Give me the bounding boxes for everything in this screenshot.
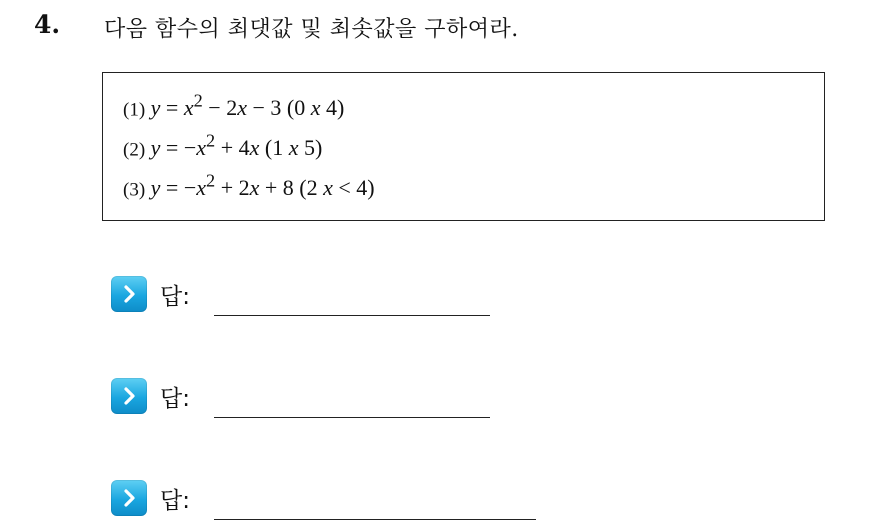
chevron-right-icon	[111, 480, 147, 516]
problem-box	[102, 72, 825, 221]
eq-part: − 2	[202, 95, 238, 121]
eq-part: − 3 (0	[246, 95, 311, 121]
eq-part: x	[249, 175, 260, 201]
item-label: (2)	[123, 139, 146, 161]
eq-part: 2	[193, 91, 203, 111]
answer-label: 답:	[160, 488, 190, 514]
eq-part: x	[196, 175, 207, 201]
problem-item-1	[123, 91, 344, 121]
problem-item-3	[123, 171, 375, 201]
eq-part: x	[288, 135, 299, 161]
eq-part: 4)	[320, 95, 345, 121]
eq-part: y	[150, 175, 161, 201]
chevron-right-icon	[111, 276, 147, 312]
answer-label: 답:	[160, 284, 190, 310]
eq-part: x	[183, 95, 194, 121]
eq-part: x	[249, 135, 260, 161]
eq-part: + 4	[215, 135, 250, 161]
eq-part: x	[323, 175, 333, 201]
answer-label: 답:	[160, 386, 190, 412]
eq-part: (1	[259, 135, 289, 161]
problem-item-2	[123, 131, 322, 161]
item-label: (1)	[123, 99, 146, 121]
eq-part: x	[237, 95, 247, 121]
eq-part: = −	[160, 175, 197, 201]
eq-part: 5)	[298, 135, 323, 161]
eq-part: x	[196, 135, 207, 161]
eq-part: y	[150, 95, 161, 121]
eq-part: x	[310, 95, 321, 121]
item-label: (3)	[123, 179, 146, 201]
chevron-right-icon	[111, 378, 147, 414]
item-equation	[150, 171, 375, 201]
eq-part: = −	[160, 135, 197, 161]
eq-part: < 4)	[332, 175, 375, 201]
eq-part: 2	[206, 131, 216, 151]
eq-part: + 8 (2	[259, 175, 324, 201]
item-equation	[150, 131, 323, 161]
question-text: 다음 함수의 최댓값 및 최솟값을 구하여라.	[104, 17, 519, 42]
item-equation	[150, 91, 345, 121]
eq-part: 2	[206, 171, 216, 191]
eq-part: y	[150, 135, 161, 161]
eq-part: =	[160, 95, 184, 121]
answer-blank-line[interactable]	[214, 417, 490, 418]
eq-part: + 2	[215, 175, 250, 201]
answer-blank-line[interactable]	[214, 315, 490, 316]
answer-blank-line[interactable]	[214, 519, 536, 520]
question-number: 4.	[34, 10, 61, 39]
